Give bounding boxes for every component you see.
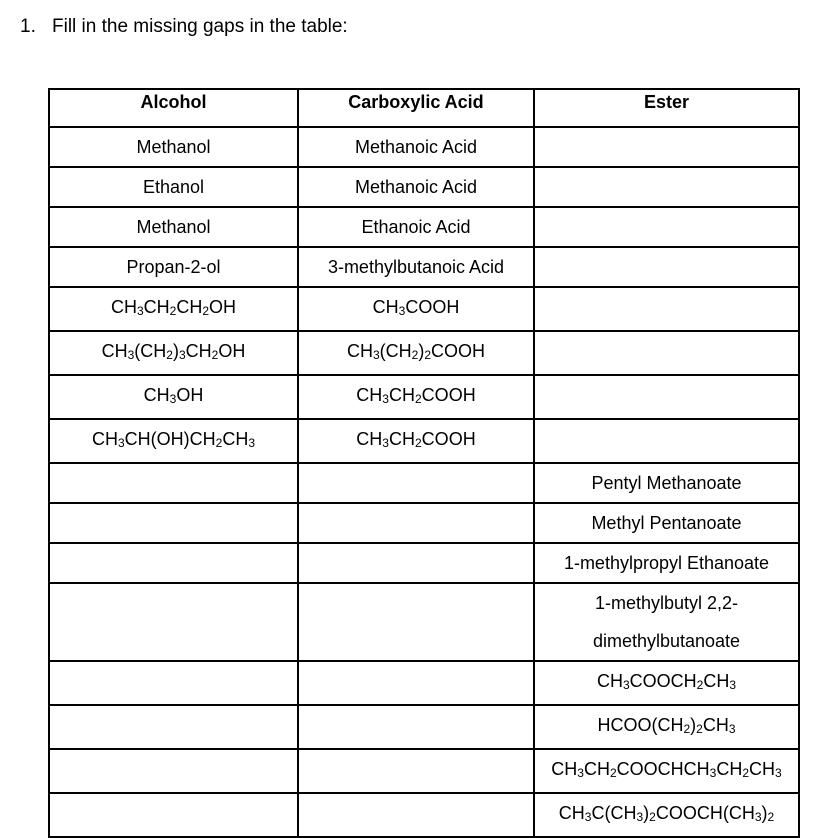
cell-ester: $CH_3C(CH_3)_2COOCH(CH_3)_2$ <box>534 793 799 837</box>
cell-ester: Methyl Pentanoate <box>534 503 799 543</box>
cell-alcohol: $CH_3CH_2CH_2OH$ <box>49 287 298 331</box>
question-number: 1. <box>20 16 36 37</box>
header-carboxylic-acid: Carboxylic Acid <box>298 89 534 127</box>
cell-ester: $CH_3COOCH_2CH_3$ <box>534 661 799 705</box>
cell-alcohol <box>49 583 298 661</box>
ester-name-line-1: 1-methylbutyl 2,2- <box>594 593 739 613</box>
table-row <box>49 167 799 207</box>
esters-table <box>48 88 800 838</box>
cell-alcohol: Methanol <box>49 127 298 167</box>
table-row <box>49 247 799 287</box>
question-text <box>20 16 348 38</box>
cell-ester <box>534 419 799 463</box>
cell-ester <box>534 583 799 661</box>
table-row <box>49 661 799 705</box>
cell-acid: Methanoic Acid <box>298 127 534 167</box>
question-prompt: Fill in the missing gaps in the table: <box>52 16 348 37</box>
cell-acid: Ethanoic Acid <box>298 207 534 247</box>
cell-acid <box>298 661 534 705</box>
cell-ester <box>534 287 799 331</box>
cell-acid: $CH_3(CH_2)_2COOH$ <box>298 331 534 375</box>
table-row <box>49 583 799 661</box>
cell-ester: $HCOO(CH_2)_2CH_3$ <box>534 705 799 749</box>
table-row <box>49 463 799 503</box>
cell-acid <box>298 503 534 543</box>
cell-alcohol <box>49 661 298 705</box>
cell-alcohol <box>49 793 298 837</box>
cell-acid <box>298 543 534 583</box>
table-row <box>49 419 799 463</box>
cell-alcohol: $CH_3OH$ <box>49 375 298 419</box>
table-row <box>49 543 799 583</box>
cell-acid: $CH_3CH_2COOH$ <box>298 375 534 419</box>
cell-alcohol <box>49 705 298 749</box>
header-alcohol: Alcohol <box>49 89 298 127</box>
table-row <box>49 503 799 543</box>
cell-alcohol <box>49 463 298 503</box>
cell-acid <box>298 583 534 661</box>
cell-ester <box>534 331 799 375</box>
table-row <box>49 287 799 331</box>
cell-acid: 3-methylbutanoic Acid <box>298 247 534 287</box>
table-row <box>49 705 799 749</box>
table-row <box>49 375 799 419</box>
cell-acid: $CH_3CH_2COOH$ <box>298 419 534 463</box>
cell-alcohol <box>49 749 298 793</box>
table-row <box>49 793 799 837</box>
cell-alcohol: Ethanol <box>49 167 298 207</box>
table-row <box>49 127 799 167</box>
cell-acid <box>298 705 534 749</box>
cell-ester <box>534 127 799 167</box>
cell-alcohol: Methanol <box>49 207 298 247</box>
cell-ester <box>534 207 799 247</box>
cell-acid <box>298 793 534 837</box>
cell-alcohol <box>49 503 298 543</box>
cell-ester <box>534 247 799 287</box>
cell-alcohol: $CH_3CH(OH)CH_2CH_3$ <box>49 419 298 463</box>
cell-ester: Pentyl Methanoate <box>534 463 799 503</box>
cell-ester: $CH_3CH_2COOCHCH_3CH_2CH_3$ <box>534 749 799 793</box>
cell-alcohol <box>49 543 298 583</box>
cell-ester: 1-methylpropyl Ethanoate <box>534 543 799 583</box>
header-ester: Ester <box>534 89 799 127</box>
cell-acid <box>298 463 534 503</box>
table-row <box>49 207 799 247</box>
cell-acid <box>298 749 534 793</box>
cell-acid: $CH_3COOH$ <box>298 287 534 331</box>
ester-name-line-2: dimethylbutanoate <box>592 631 741 651</box>
cell-ester <box>534 167 799 207</box>
table-row <box>49 331 799 375</box>
cell-alcohol: Propan-2-ol <box>49 247 298 287</box>
cell-acid: Methanoic Acid <box>298 167 534 207</box>
table-header-row <box>49 89 799 127</box>
cell-ester <box>534 375 799 419</box>
cell-alcohol: $CH_3(CH_2)_3CH_2OH$ <box>49 331 298 375</box>
table-row <box>49 749 799 793</box>
